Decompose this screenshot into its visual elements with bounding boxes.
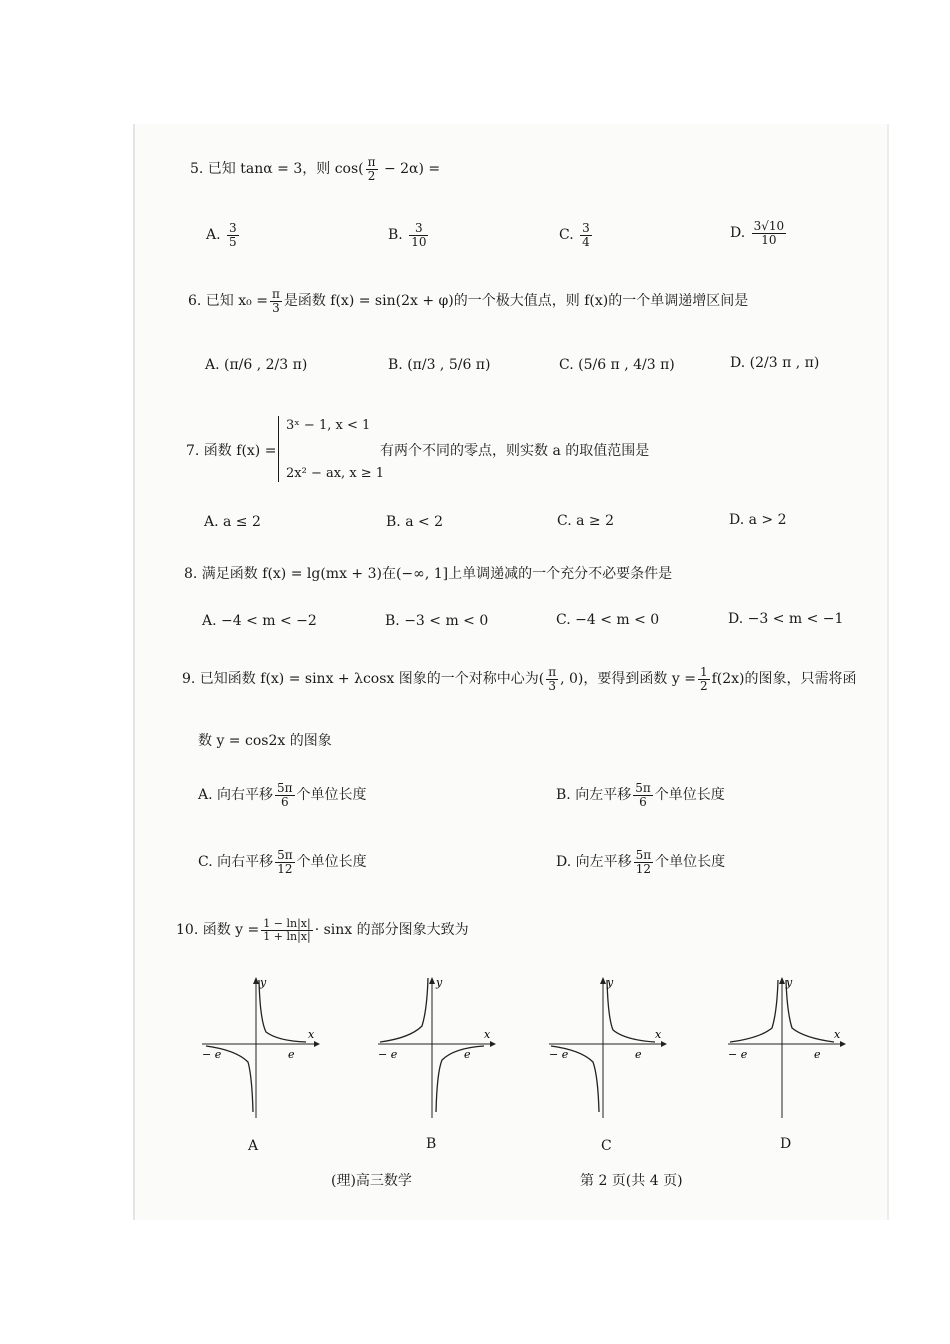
q6-option-b: B. (π/3 , 5/6 π) xyxy=(388,357,491,373)
q8-option-d: D. −3 < m < −1 xyxy=(728,611,844,627)
q7-option-d: D. a > 2 xyxy=(729,512,787,528)
question-8: 8. 满足函数 f(x) = lg(mx + 3)在(−∞, 1]上单调递减的一个充分不必要条件是 xyxy=(184,566,673,582)
neg-e-label: − e xyxy=(549,1048,569,1061)
curve-left xyxy=(730,980,778,1042)
fraction: $\frac{\pi}{2}$ xyxy=(367,155,376,183)
y-axis-arrow xyxy=(600,977,606,984)
q5-option-b: B. $\frac{3}{10}$ xyxy=(388,221,427,249)
y-label: y xyxy=(786,976,793,989)
y-label: y xyxy=(607,976,614,989)
y-axis-arrow xyxy=(253,977,259,984)
curve-right xyxy=(259,980,306,1042)
graph-b-label: B xyxy=(426,1136,437,1152)
footer-page-number: 第 2 页(共 4 页) xyxy=(580,1173,683,1189)
q9-option-c: C. 向右平移 $\frac{5\pi}{12}$ 个单位长度 xyxy=(198,848,367,876)
x-axis-arrow xyxy=(490,1041,496,1047)
q7-option-a: A. a ≤ 2 xyxy=(204,514,261,530)
q8-option-a: A. −4 < m < −2 xyxy=(202,613,317,629)
curve-right xyxy=(786,980,834,1042)
x-axis-arrow xyxy=(661,1041,667,1047)
pos-e-label: e xyxy=(464,1048,471,1061)
q7-option-c: C. a ≥ 2 xyxy=(557,513,614,529)
curve-left xyxy=(380,978,428,1042)
q9-option-b: B. 向左平移 $\frac{5\pi}{6}$ 个单位长度 xyxy=(556,781,725,809)
neg-e-label: − e xyxy=(378,1048,398,1061)
x-label: x xyxy=(834,1028,841,1041)
q6-option-a: A. (π/6 , 2/3 π) xyxy=(205,357,308,373)
q5-option-c: C. $\frac{3}{4}$ xyxy=(559,221,590,249)
q5-option-d: D. $\frac{3√10}{10}$ xyxy=(730,219,785,247)
graph-c-label: C xyxy=(601,1138,612,1154)
question-9: 9. 已知函数 f(x) = sinx + λcosx 图象的一个对称中心为( $\frac{\pi}{3}$ , 0)，要得到函数 y = $\frac{1}{2}$ f(2x)的图象，只需将函 xyxy=(182,665,857,693)
q7-option-b: B. a < 2 xyxy=(386,514,444,530)
x-axis-arrow xyxy=(314,1041,320,1047)
curve-right xyxy=(607,980,655,1042)
q6-option-d: D. (2/3 π , π) xyxy=(730,355,820,371)
graph-a-label: A xyxy=(248,1138,259,1154)
graph-d-label: D xyxy=(780,1136,792,1152)
pos-e-label: e xyxy=(288,1048,295,1061)
pos-e-label: e xyxy=(635,1048,642,1061)
graph-b xyxy=(372,972,502,1122)
graph-a xyxy=(196,972,326,1122)
question-5-text: 5. 已知 tanα = 3，则 cos( xyxy=(190,161,364,178)
graph-c xyxy=(543,972,673,1122)
neg-e-label: − e xyxy=(728,1048,748,1061)
q9-option-d: D. 向左平移 $\frac{5\pi}{12}$ 个单位长度 xyxy=(556,848,726,876)
q8-option-b: B. −3 < m < 0 xyxy=(385,613,489,629)
y-label: y xyxy=(260,976,267,989)
q9-option-a: A. 向右平移 $\frac{5\pi}{6}$ 个单位长度 xyxy=(198,781,367,809)
y-label: y xyxy=(436,976,443,989)
piecewise-brace xyxy=(278,416,285,482)
pos-e-label: e xyxy=(814,1048,821,1061)
x-label: x xyxy=(655,1028,662,1041)
question-6: 6. 已知 x₀ = $\frac{\pi}{3}$ 是函数 f(x) = sin(2x + φ)的一个极大值点，则 f(x)的一个单调递增区间是 xyxy=(188,287,749,315)
question-5: 5. 已知 tanα = 3，则 cos( $\frac{\pi}{2}$ − 2α) = xyxy=(190,155,441,183)
y-axis-arrow xyxy=(429,977,435,984)
q8-option-c: C. −4 < m < 0 xyxy=(556,612,660,628)
question-10: 10. 函数 y = $\frac{1 - \ln|x|}{1 + \ln|x|}$ · sinx 的部分图象大致为 xyxy=(176,917,469,943)
piecewise-case-1: 3ˣ − 1, x < 1 xyxy=(286,418,371,433)
graph-d xyxy=(722,972,852,1122)
curve-right xyxy=(436,1046,484,1112)
x-axis-arrow xyxy=(840,1041,846,1047)
x-label: x xyxy=(308,1028,315,1041)
y-axis-arrow xyxy=(779,977,785,984)
x-label: x xyxy=(484,1028,491,1041)
question-7-label: 7. 函数 f(x) = xyxy=(186,443,277,459)
question-7-text: 有两个不同的零点，则实数 a 的取值范围是 xyxy=(380,443,650,459)
piecewise-case-2: 2x² − ax, x ≥ 1 xyxy=(286,466,385,481)
q6-option-c: C. (5/6 π , 4/3 π) xyxy=(559,357,675,373)
question-9-continuation: 数 y = cos2x 的图象 xyxy=(198,733,332,749)
neg-e-label: − e xyxy=(202,1048,222,1061)
q5-option-a: A. $\frac{3}{5}$ xyxy=(206,221,237,249)
footer-subject: (理)高三数学 xyxy=(331,1173,412,1189)
